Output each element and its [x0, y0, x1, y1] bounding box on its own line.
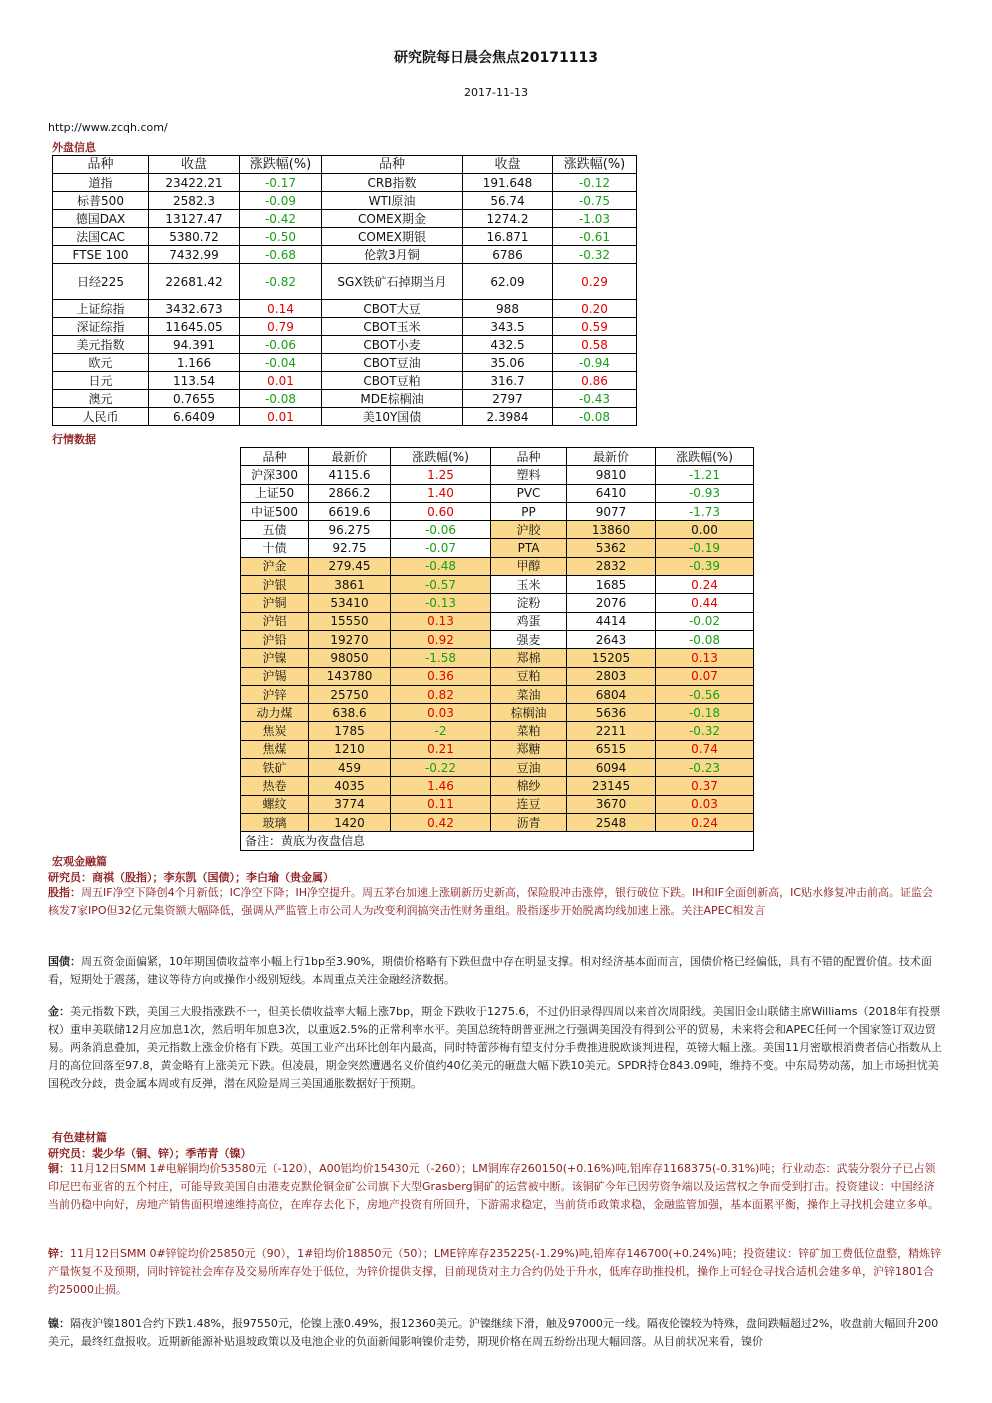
- instrument-name: 菜粕: [491, 722, 567, 740]
- zinc-paragraph: [48, 1245, 944, 1299]
- close-value: 988: [463, 300, 553, 318]
- close-value: 16.871: [463, 228, 553, 246]
- change-percent: -1.73: [656, 502, 754, 520]
- column-header: 收盘: [149, 156, 240, 174]
- instrument-name: 焦炭: [241, 722, 309, 740]
- table-row: [241, 667, 754, 685]
- change-percent: -1.03: [553, 210, 637, 228]
- zinc-text: 11月12日SMM 0#锌锭均价25850元（90），1#铅均价18850元（50）；LME锌库存235225(-1.29%)吨,铅库存146700(+0.24%)吨；投资建议：锌矿加工费低位盘整，精炼锌产量恢复不及预期，同时锌锭社会库存及交易所库存处于低位，为锌价提供支撑，目前现货对主力合约仍处于升水，低库存助推投机，操作上可轻仓寻找合适机会建多单，沪锌1801合约25000止损。: [48, 1247, 942, 1296]
- instrument-name: 美元指数: [53, 336, 149, 354]
- table-row: [241, 521, 754, 539]
- close-value: 23422.21: [149, 174, 240, 192]
- stock-index-paragraph: [48, 884, 944, 920]
- close-value: 0.7655: [149, 390, 240, 408]
- change-percent: 0.20: [553, 300, 637, 318]
- overseas-label: 外盘信息: [52, 141, 96, 154]
- change-percent: 0.86: [553, 372, 637, 390]
- table-row: [241, 502, 754, 520]
- stock-index-label: 股指：: [48, 886, 81, 899]
- table-row: [241, 594, 754, 612]
- column-header: 品种: [322, 156, 463, 174]
- copper-paragraph: [48, 1160, 944, 1214]
- table-row: [53, 192, 637, 210]
- change-percent: 0.03: [391, 704, 491, 722]
- instrument-name: 中证500: [241, 502, 309, 520]
- instrument-name: 菜油: [491, 685, 567, 703]
- change-percent: 0.36: [391, 667, 491, 685]
- close-value: 343.5: [463, 318, 553, 336]
- table-row: [53, 228, 637, 246]
- instrument-name: 沪锌: [241, 685, 309, 703]
- instrument-name: FTSE 100: [53, 246, 149, 264]
- table-row: [241, 576, 754, 594]
- latest-price: 5636: [567, 704, 656, 722]
- instrument-name: 玉米: [491, 576, 567, 594]
- instrument-name: 日元: [53, 372, 149, 390]
- change-percent: 0.44: [656, 594, 754, 612]
- column-header: 涨跌幅(%): [656, 448, 754, 466]
- website-url[interactable]: http://www.zcqh.com/: [48, 121, 168, 134]
- table-row: [53, 354, 637, 372]
- table-row: [241, 649, 754, 667]
- latest-price: 2076: [567, 594, 656, 612]
- change-percent: -0.07: [391, 539, 491, 557]
- change-percent: 0.42: [391, 813, 491, 831]
- instrument-name: 五债: [241, 521, 309, 539]
- change-percent: 0.92: [391, 630, 491, 648]
- night-session-note: 备注：黄底为夜盘信息: [241, 832, 754, 850]
- latest-price: 5362: [567, 539, 656, 557]
- change-percent: 0.60: [391, 502, 491, 520]
- instrument-name: 道指: [53, 174, 149, 192]
- change-percent: 1.25: [391, 466, 491, 484]
- close-value: 191.648: [463, 174, 553, 192]
- latest-price: 98050: [309, 649, 391, 667]
- instrument-name: CBOT豆粕: [322, 372, 463, 390]
- table-row: [241, 795, 754, 813]
- change-percent: -0.32: [553, 246, 637, 264]
- gold-paragraph: [48, 1003, 944, 1093]
- latest-price: 6515: [567, 740, 656, 758]
- latest-price: 4414: [567, 612, 656, 630]
- instrument-name: 沪铅: [241, 630, 309, 648]
- macro-heading: 宏观金融篇: [52, 855, 107, 868]
- instrument-name: 上证综指: [53, 300, 149, 318]
- instrument-name: MDE棕榈油: [322, 390, 463, 408]
- latest-price: 2548: [567, 813, 656, 831]
- latest-price: 6410: [567, 484, 656, 502]
- table-row: [241, 466, 754, 484]
- instrument-name: 标普500: [53, 192, 149, 210]
- change-percent: -0.43: [553, 390, 637, 408]
- change-percent: 0.01: [240, 372, 322, 390]
- market-label: 行情数据: [52, 433, 96, 446]
- instrument-name: 德国DAX: [53, 210, 149, 228]
- change-percent: -0.68: [240, 246, 322, 264]
- change-percent: -0.06: [240, 336, 322, 354]
- latest-price: 9810: [567, 466, 656, 484]
- instrument-name: 伦敦3月铜: [322, 246, 463, 264]
- nickel-paragraph: [48, 1315, 944, 1351]
- instrument-name: 沪铜: [241, 594, 309, 612]
- instrument-name: 棉纱: [491, 777, 567, 795]
- instrument-name: 甲醇: [491, 557, 567, 575]
- close-value: 5380.72: [149, 228, 240, 246]
- table-row: [53, 264, 637, 300]
- column-header: 涨跌幅(%): [553, 156, 637, 174]
- latest-price: 2866.2: [309, 484, 391, 502]
- instrument-name: CBOT大豆: [322, 300, 463, 318]
- column-header: 涨跌幅(%): [391, 448, 491, 466]
- table-row: [241, 557, 754, 575]
- latest-price: 143780: [309, 667, 391, 685]
- change-percent: -0.32: [656, 722, 754, 740]
- latest-price: 23145: [567, 777, 656, 795]
- change-percent: 0.82: [391, 685, 491, 703]
- close-value: 2797: [463, 390, 553, 408]
- change-percent: -1.21: [656, 466, 754, 484]
- close-value: 316.7: [463, 372, 553, 390]
- latest-price: 25750: [309, 685, 391, 703]
- instrument-name: PTA: [491, 539, 567, 557]
- latest-price: 2803: [567, 667, 656, 685]
- instrument-name: COMEX期金: [322, 210, 463, 228]
- nickel-text: 隔夜沪镍1801合约下跌1.48%，报97550元，伦镍上涨0.49%，报12360美元。沪镍继续下滑，触及97000元一线。隔夜伦镍较为特殊，盘间跌幅超过2%，收盘前大幅回升200美元，最终红盘报收。近期新能源补贴退坡政策以及电池企业的负面新闻影响镍价走势，期现价格在周五纷纷出现大幅回落。从目前状况来看，镍价: [48, 1317, 939, 1348]
- instrument-name: 十债: [241, 539, 309, 557]
- change-percent: -0.50: [240, 228, 322, 246]
- close-value: 13127.47: [149, 210, 240, 228]
- column-header: 收盘: [463, 156, 553, 174]
- instrument-name: 鸡蛋: [491, 612, 567, 630]
- close-value: 6786: [463, 246, 553, 264]
- change-percent: -0.56: [656, 685, 754, 703]
- table-row: [241, 539, 754, 557]
- instrument-name: PVC: [491, 484, 567, 502]
- change-percent: -1.58: [391, 649, 491, 667]
- table-row: [53, 246, 637, 264]
- change-percent: 0.24: [656, 813, 754, 831]
- instrument-name: 沪金: [241, 557, 309, 575]
- instrument-name: 沪深300: [241, 466, 309, 484]
- change-percent: -0.04: [240, 354, 322, 372]
- zinc-label: 锌：: [48, 1247, 70, 1260]
- nickel-label: 镍：: [48, 1317, 70, 1330]
- instrument-name: 强麦: [491, 630, 567, 648]
- change-percent: 0.07: [656, 667, 754, 685]
- instrument-name: 豆粕: [491, 667, 567, 685]
- instrument-name: PP: [491, 502, 567, 520]
- change-percent: 0.14: [240, 300, 322, 318]
- instrument-name: 美10Y国债: [322, 408, 463, 426]
- table-row: [53, 408, 637, 426]
- change-percent: -0.06: [391, 521, 491, 539]
- instrument-name: CBOT玉米: [322, 318, 463, 336]
- instrument-name: 日经225: [53, 264, 149, 300]
- instrument-name: 塑料: [491, 466, 567, 484]
- latest-price: 13860: [567, 521, 656, 539]
- latest-price: 15550: [309, 612, 391, 630]
- column-header: 涨跌幅(%): [240, 156, 322, 174]
- change-percent: -0.48: [391, 557, 491, 575]
- table-row: [53, 390, 637, 408]
- table-row: [241, 777, 754, 795]
- market-table: [240, 447, 754, 851]
- change-percent: -0.22: [391, 759, 491, 777]
- change-percent: 0.13: [391, 612, 491, 630]
- latest-price: 15205: [567, 649, 656, 667]
- column-header: 品种: [491, 448, 567, 466]
- table-row: [241, 704, 754, 722]
- instrument-name: WTI原油: [322, 192, 463, 210]
- table-row: [241, 813, 754, 831]
- latest-price: 2643: [567, 630, 656, 648]
- instrument-name: 连豆: [491, 795, 567, 813]
- change-percent: -0.39: [656, 557, 754, 575]
- gold-label: 金：: [48, 1005, 70, 1018]
- table-row: [241, 759, 754, 777]
- change-percent: 0.01: [240, 408, 322, 426]
- latest-price: 1420: [309, 813, 391, 831]
- close-value: 35.06: [463, 354, 553, 372]
- change-percent: 0.74: [656, 740, 754, 758]
- change-percent: -0.12: [553, 174, 637, 192]
- copper-label: 铜：: [48, 1162, 70, 1175]
- change-percent: -0.75: [553, 192, 637, 210]
- change-percent: 1.40: [391, 484, 491, 502]
- change-percent: -0.57: [391, 576, 491, 594]
- table-row: [53, 300, 637, 318]
- instrument-name: 澳元: [53, 390, 149, 408]
- instrument-name: CBOT小麦: [322, 336, 463, 354]
- table-row: [241, 685, 754, 703]
- latest-price: 92.75: [309, 539, 391, 557]
- overseas-header-row: [53, 156, 637, 174]
- latest-price: 1785: [309, 722, 391, 740]
- latest-price: 459: [309, 759, 391, 777]
- latest-price: 3670: [567, 795, 656, 813]
- change-percent: -0.02: [656, 612, 754, 630]
- latest-price: 1210: [309, 740, 391, 758]
- instrument-name: SGX铁矿石掉期当月: [322, 264, 463, 300]
- latest-price: 1685: [567, 576, 656, 594]
- instrument-name: CRB指数: [322, 174, 463, 192]
- table-row: [53, 318, 637, 336]
- latest-price: 4035: [309, 777, 391, 795]
- table-row: [241, 484, 754, 502]
- change-percent: -0.18: [656, 704, 754, 722]
- report-date: 2017-11-13: [464, 86, 528, 99]
- table-note-row: [241, 832, 754, 850]
- instrument-name: 沪胶: [491, 521, 567, 539]
- overseas-table: [52, 155, 637, 426]
- close-value: 22681.42: [149, 264, 240, 300]
- change-percent: -0.13: [391, 594, 491, 612]
- latest-price: 4115.6: [309, 466, 391, 484]
- latest-price: 19270: [309, 630, 391, 648]
- change-percent: 0.29: [553, 264, 637, 300]
- change-percent: -0.82: [240, 264, 322, 300]
- instrument-name: 动力煤: [241, 704, 309, 722]
- instrument-name: 沪锡: [241, 667, 309, 685]
- instrument-name: 欧元: [53, 354, 149, 372]
- latest-price: 53410: [309, 594, 391, 612]
- change-percent: -0.19: [656, 539, 754, 557]
- instrument-name: 深证综指: [53, 318, 149, 336]
- latest-price: 6094: [567, 759, 656, 777]
- instrument-name: CBOT豆油: [322, 354, 463, 372]
- change-percent: 0.21: [391, 740, 491, 758]
- latest-price: 3861: [309, 576, 391, 594]
- close-value: 3432.673: [149, 300, 240, 318]
- latest-price: 638.6: [309, 704, 391, 722]
- metals-heading: 有色建材篇: [52, 1131, 107, 1144]
- close-value: 1.166: [149, 354, 240, 372]
- table-row: [53, 210, 637, 228]
- column-header: 品种: [53, 156, 149, 174]
- change-percent: 0.37: [656, 777, 754, 795]
- macro-analyst: 研究员：商祺（股指）；李东凯（国债）；李白瑜（贵金属）: [48, 871, 334, 884]
- page-title: 研究院每日晨会焦点20171113: [394, 50, 598, 66]
- change-percent: 0.24: [656, 576, 754, 594]
- close-value: 432.5: [463, 336, 553, 354]
- change-percent: 0.11: [391, 795, 491, 813]
- instrument-name: 焦煤: [241, 740, 309, 758]
- table-row: [53, 336, 637, 354]
- instrument-name: 豆油: [491, 759, 567, 777]
- change-percent: 0.79: [240, 318, 322, 336]
- instrument-name: 螺纹: [241, 795, 309, 813]
- bond-label: 国债：: [48, 955, 81, 968]
- column-header: 最新价: [567, 448, 656, 466]
- table-row: [241, 722, 754, 740]
- instrument-name: 沪银: [241, 576, 309, 594]
- instrument-name: 上证50: [241, 484, 309, 502]
- copper-text: 11月12日SMM 1#电解铜均价53580元（-120），A00铝均价15430元（-260）；LM铜库存260150(+0.16%)吨,铝库存1168375(-0.31%)吨；行业动态：武装分裂分子已占领印尼巴布亚省的五个村庄，可能导致美国自由港麦克默伦铜金矿公司旗下大型Grasberg铜矿的运营被中断。该铜矿今年已因劳资争端以及运营权之争而受到打击。投资建议：中国经济当前仍稳中向好，房地产销售面积增速维持高位，在库存去化下，房地产投资有所回升，下游需求稳定，当前货币政策求稳，金融监管加强，基本面累平衡，操作上寻找机会建立多单。: [48, 1162, 939, 1211]
- close-value: 1274.2: [463, 210, 553, 228]
- instrument-name: 棕榈油: [491, 704, 567, 722]
- close-value: 11645.05: [149, 318, 240, 336]
- instrument-name: 淀粉: [491, 594, 567, 612]
- instrument-name: 沥青: [491, 813, 567, 831]
- bond-paragraph: [48, 953, 944, 989]
- close-value: 62.09: [463, 264, 553, 300]
- change-percent: -0.17: [240, 174, 322, 192]
- instrument-name: 法国CAC: [53, 228, 149, 246]
- change-percent: -0.61: [553, 228, 637, 246]
- change-percent: -0.08: [656, 630, 754, 648]
- latest-price: 6804: [567, 685, 656, 703]
- instrument-name: 热卷: [241, 777, 309, 795]
- change-percent: -0.23: [656, 759, 754, 777]
- close-value: 113.54: [149, 372, 240, 390]
- close-value: 2582.3: [149, 192, 240, 210]
- instrument-name: 人民币: [53, 408, 149, 426]
- table-row: [241, 740, 754, 758]
- change-percent: -0.09: [240, 192, 322, 210]
- latest-price: 2211: [567, 722, 656, 740]
- table-row: [241, 630, 754, 648]
- change-percent: -2: [391, 722, 491, 740]
- change-percent: -0.08: [553, 408, 637, 426]
- table-row: [53, 174, 637, 192]
- change-percent: 0.13: [656, 649, 754, 667]
- latest-price: 9077: [567, 502, 656, 520]
- instrument-name: COMEX期银: [322, 228, 463, 246]
- close-value: 6.6409: [149, 408, 240, 426]
- latest-price: 2832: [567, 557, 656, 575]
- change-percent: 0.03: [656, 795, 754, 813]
- change-percent: -0.93: [656, 484, 754, 502]
- metals-analyst: 研究员：裴少华（铜、锌）；季芾青（镍）: [48, 1147, 252, 1160]
- gold-text: 美元指数下跌，美国三大股指涨跌不一，但美长债收益率大幅上涨7bp，期金下跌收于1275.6，不过仍旧录得四周以来首次周阳线。美国旧金山联储主席Williams（2018年有投票权）重申美联储12月应加息1次，然后明年加息3次，以重返2.5%的正常利率水平。美国总统特朗普亚洲之行强调美国没有得到公平的贸易，未来将会和APEC任何一个国家签订双边贸易。两条消息叠加，美元指数上涨金价格有下跌。英国工业产出环比创年内最高，同时特蕾莎梅有望支付分手费推进脱欧谈判进程，英镑大幅上涨。美国11月密歇根消费者信心指数从上月的高位回落至97.8，黄金略有上涨美元下跌。但凌晨，期金突然遭遇名义价值约40亿美元的砸盘大幅下跌10美元。SPDR持仓843.09吨，维持不变。中东局势动荡，加上市场担忧美国税改分歧，贵金属本周或有反弹，潜在风险是周三美国通胀数据好于预期。: [48, 1005, 942, 1090]
- latest-price: 3774: [309, 795, 391, 813]
- change-percent: 0.59: [553, 318, 637, 336]
- change-percent: 1.46: [391, 777, 491, 795]
- instrument-name: 沪铝: [241, 612, 309, 630]
- instrument-name: 沪镍: [241, 649, 309, 667]
- change-percent: 0.58: [553, 336, 637, 354]
- close-value: 94.391: [149, 336, 240, 354]
- market-header-row: [241, 448, 754, 466]
- change-percent: -0.42: [240, 210, 322, 228]
- table-row: [241, 612, 754, 630]
- column-header: 品种: [241, 448, 309, 466]
- instrument-name: 铁矿: [241, 759, 309, 777]
- latest-price: 279.45: [309, 557, 391, 575]
- stock-index-text: 周五IF净空下降创4个月新低；IC净空下降；IH净空提升。周五茅台加速上涨刷新历史新高，保险股冲击涨停，银行破位下跌。IH和IF全面创新高，IC贴水修复冲击前高。证监会核发7家IPO但32亿元集资额大幅降低，强调从严监管上市公司人为改变利润搞突击性财务重组。股指逐步开始脱离均线加速上涨。关注APEC相发言: [48, 886, 934, 917]
- change-percent: -0.08: [240, 390, 322, 408]
- bond-text: 周五资金面偏紧，10年期国债收益率小幅上行1bp至3.90%，期债价格略有下跌但盘中存在明显支撑。相对经济基本面而言，国债价格已经偏低，具有不错的配置价值。技术面看，短期处于震荡，建议等待方向或操作小级别短线。本周重点关注金融经济数据。: [48, 955, 932, 986]
- instrument-name: 玻璃: [241, 813, 309, 831]
- latest-price: 96.275: [309, 521, 391, 539]
- change-percent: -0.94: [553, 354, 637, 372]
- instrument-name: 郑糖: [491, 740, 567, 758]
- close-value: 56.74: [463, 192, 553, 210]
- close-value: 2.3984: [463, 408, 553, 426]
- latest-price: 6619.6: [309, 502, 391, 520]
- instrument-name: 郑棉: [491, 649, 567, 667]
- close-value: 7432.99: [149, 246, 240, 264]
- change-percent: 0.00: [656, 521, 754, 539]
- table-row: [53, 372, 637, 390]
- column-header: 最新价: [309, 448, 391, 466]
